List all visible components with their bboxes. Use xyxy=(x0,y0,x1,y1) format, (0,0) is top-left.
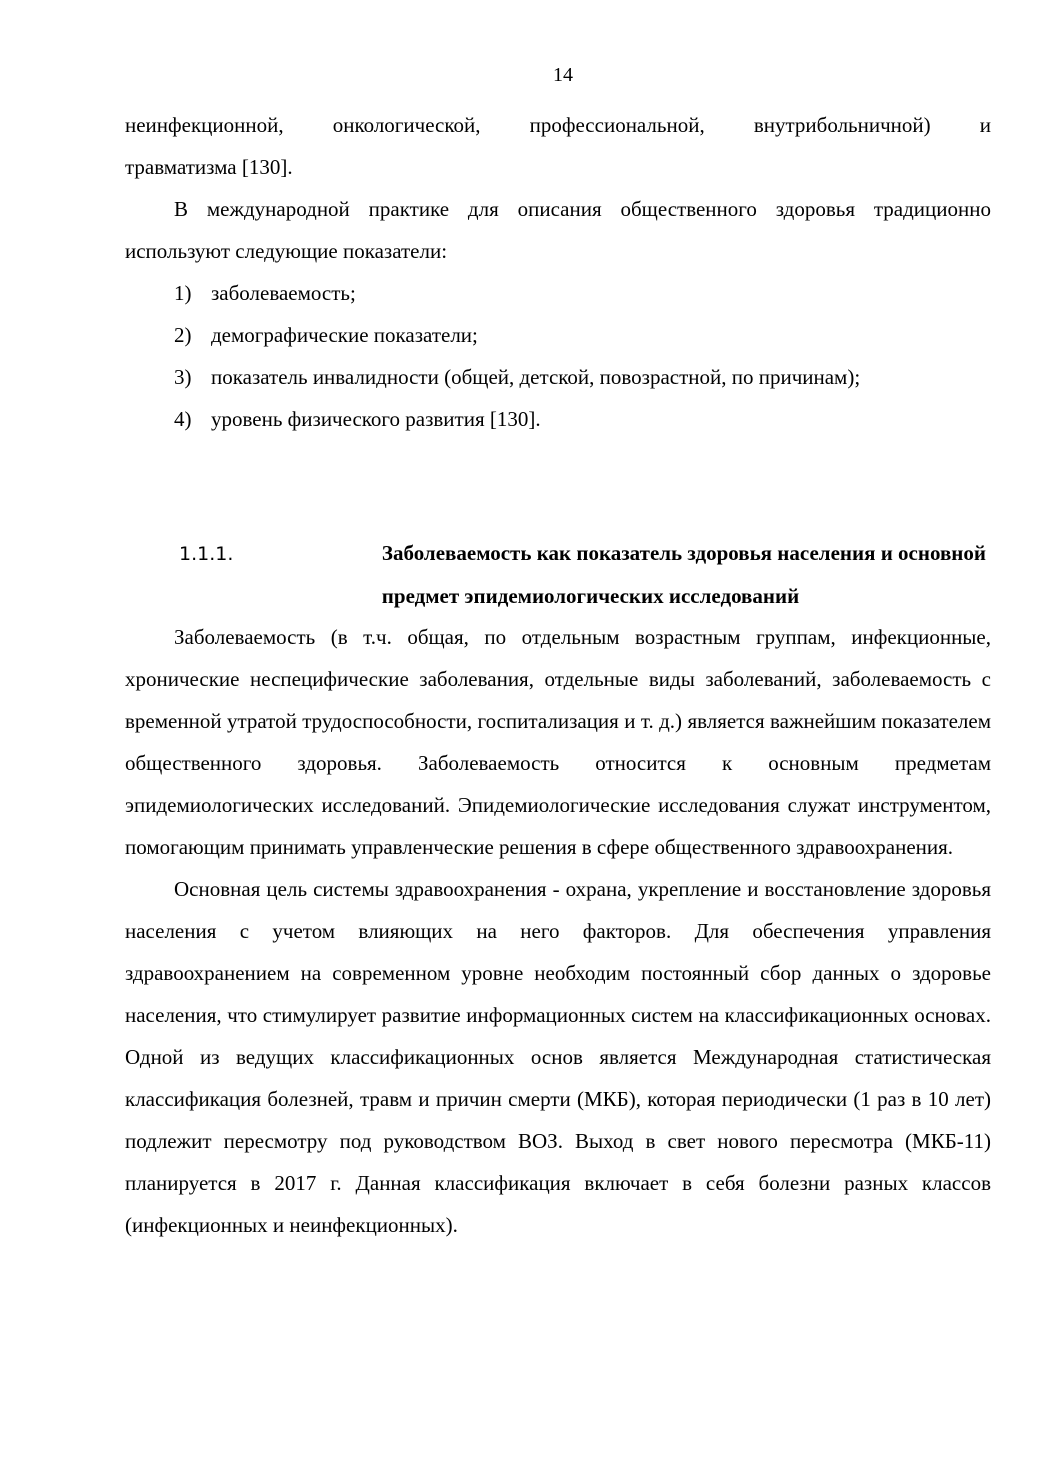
list-item-text: демографические показатели; xyxy=(211,323,478,347)
list-item-number: 2) xyxy=(174,323,192,347)
intro-block xyxy=(125,104,991,440)
list-item-text: показатель инвалидности (общей, детской, повозрастной, по причинам); xyxy=(211,365,861,389)
section-title-line-1: Заболеваемость как показатель здоровья населения и основной xyxy=(381,541,986,565)
list-item-text: заболеваемость; xyxy=(211,281,356,305)
section-title-line-2: предмет эпидемиологических исследований xyxy=(381,584,800,608)
intro-paragraph-line-2: травматизма [130]. xyxy=(125,155,293,179)
list-item xyxy=(125,272,991,314)
list-item xyxy=(125,356,991,398)
section-body xyxy=(125,616,991,1246)
intro-paragraph-line-1: неинфекционной, онкологической, профессиональной, внутрибольничной) и xyxy=(125,113,991,137)
list-item-number: 1) xyxy=(174,281,192,305)
indicators-list xyxy=(125,272,991,440)
list-item xyxy=(125,398,991,440)
section-heading xyxy=(125,532,991,617)
page-number: 14 xyxy=(553,64,573,86)
indicators-intro-paragraph: В международной практике для описания общественного здоровья традиционно используют следующие показатели: xyxy=(125,197,991,263)
section-heading-line-1 xyxy=(125,532,991,575)
morbidity-paragraph: Заболеваемость (в т.ч. общая, по отдельным возрастным группам, инфекционные, хронические неспецифические заболевания, отдельные виды заболеваний, заболеваемость с временной утратой трудоспособности, госпитализация и т. д.) является важнейшим показателем общественного здоровья. Заболеваемость относится к основным предметам эпидемиологических исследований. Эпидемиологические исследования служат инструментом, помогающим принимать управленческие решения в сфере общественного здравоохранения. xyxy=(125,625,991,859)
list-item-number: 4) xyxy=(174,407,192,431)
section-number: 1.1.1. xyxy=(179,543,234,565)
healthcare-goal-paragraph: Основная цель системы здравоохранения - охрана, укрепление и восстановление здоровья населения с учетом влияющих на него факторов. Для обеспечения управления здравоохранением на современном уровне необходим постоянный сбор данных о здоровье населения, что стимулирует развитие информационных систем на классификационных основах. Одной из ведущих классификационных основ является Международная статистическая классификация болезней, травм и причин смерти (МКБ), которая периодически (1 раз в 10 лет) подлежит пересмотру под руководством ВОЗ. Выход в свет нового пересмотра (МКБ-11) планируется в 2017 г. Данная классификация включает в себя болезни разных классов (инфекционных и неинфекционных). xyxy=(125,877,991,1237)
list-item-number: 3) xyxy=(174,365,192,389)
list-item-text: уровень физического развития [130]. xyxy=(211,407,541,431)
list-item xyxy=(125,314,991,356)
